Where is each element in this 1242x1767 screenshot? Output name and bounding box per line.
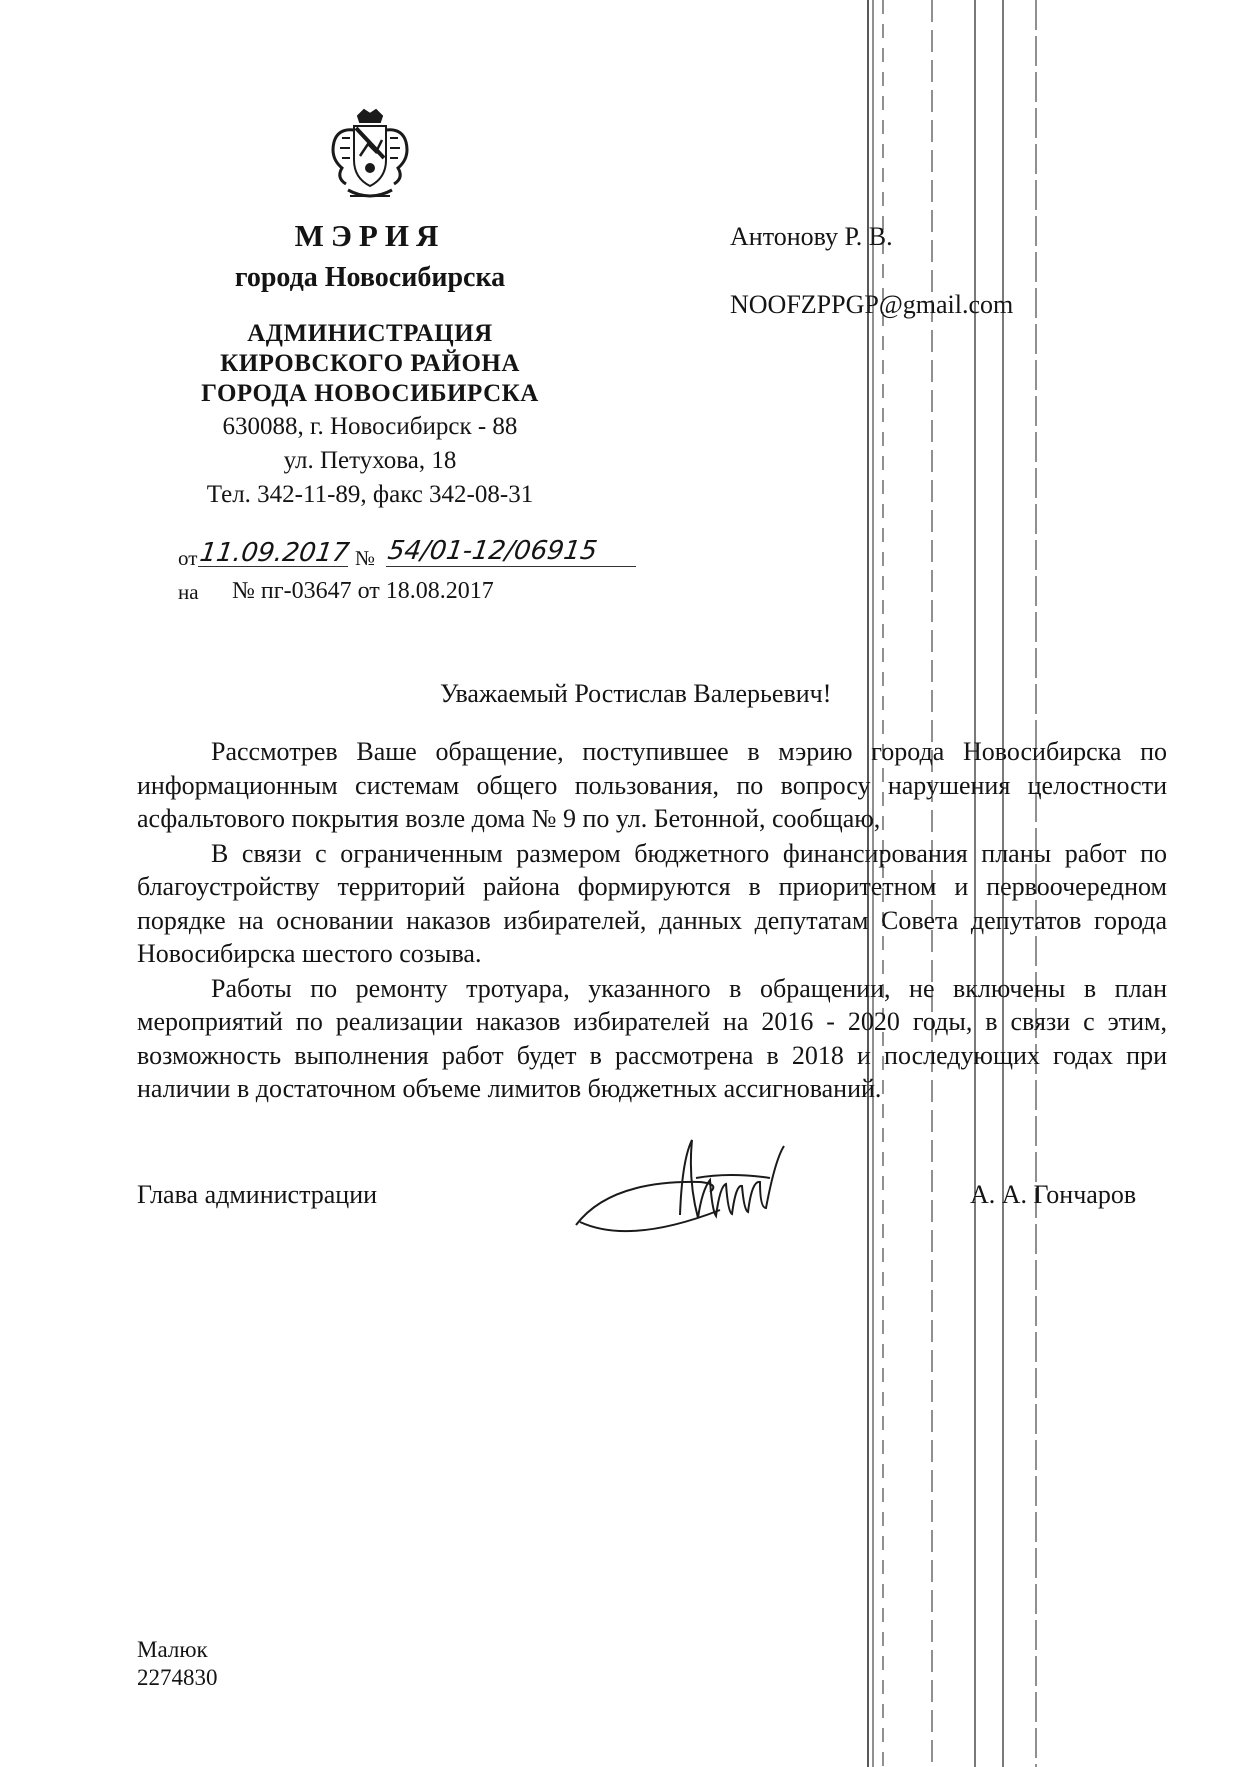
ref-na-label: на [178,580,199,604]
signatory-title: Глава администрации [137,1180,378,1209]
addressee-email: NOOFZPPGP@gmail.com [730,290,1014,319]
signatory-name: А. А. Гончаров [970,1180,1137,1209]
salutation: Уважаемый Ростислав Валерьевич! [440,679,832,708]
admin-line-2: КИРОВСКОГО РАЙОНА [220,350,520,377]
body-paragraph: В связи с ограниченным размером бюджетного финансирования планы работ по благоустройству территорий района формируются в приоритетном и первоочередном порядке на основании наказов избирателей, данных депутатам Совета депутатов города Новосибирска шестого созыва. [137,838,1167,968]
phone-fax-line: Тел. 342-11-89, факс 342-08-31 [206,481,534,508]
outgoing-date: 11.09.2017 [197,538,351,568]
executor-name: Малюк [137,1637,208,1662]
mayoralty-title: МЭРИЯ [294,218,446,253]
letter-body [137,735,1167,1107]
address-line-1: 630088, г. Новосибирск - 88 [222,413,518,440]
executor-phone: 2274830 [137,1665,218,1690]
city-title: города Новосибирска [234,262,506,293]
body-paragraph: Работы по ремонту тротуара, указанного в обращении, не включены в план мероприятий по реализации наказов избирателей на 2016 - 2020 годы, в связи с этим, возможность выполнения работ будет в рассмотрена в 2018 и последующих годах при наличии в достаточном объеме лимитов бюджетных ассигнований. [137,973,1167,1103]
coat-of-arms-icon [320,108,420,208]
addressee-name: Антонову Р. В. [730,222,893,251]
admin-line-1: АДМИНИСТРАЦИЯ [247,320,493,347]
ref-ot-label: от [178,546,198,570]
address-line-2: ул. Петухова, 18 [283,447,457,474]
body-paragraph: Рассмотрев Ваше обращение, поступившее в мэрию города Новосибирска по информационным системам общего пользования, по вопросу нарушения целостности асфальтового покрытия возле дома № 9 по ул. Бетонной, сообщаю, [137,737,1167,833]
date-underline [198,566,348,567]
handwritten-signature [570,1120,810,1250]
incoming-reference: № пг-03647 от 18.08.2017 [232,578,494,604]
outgoing-number: 54/01-12/06915 [385,536,599,566]
number-underline [386,566,636,567]
admin-line-3: ГОРОДА НОВОСИБИРСКА [201,380,539,407]
ref-no-label: № [355,546,376,570]
